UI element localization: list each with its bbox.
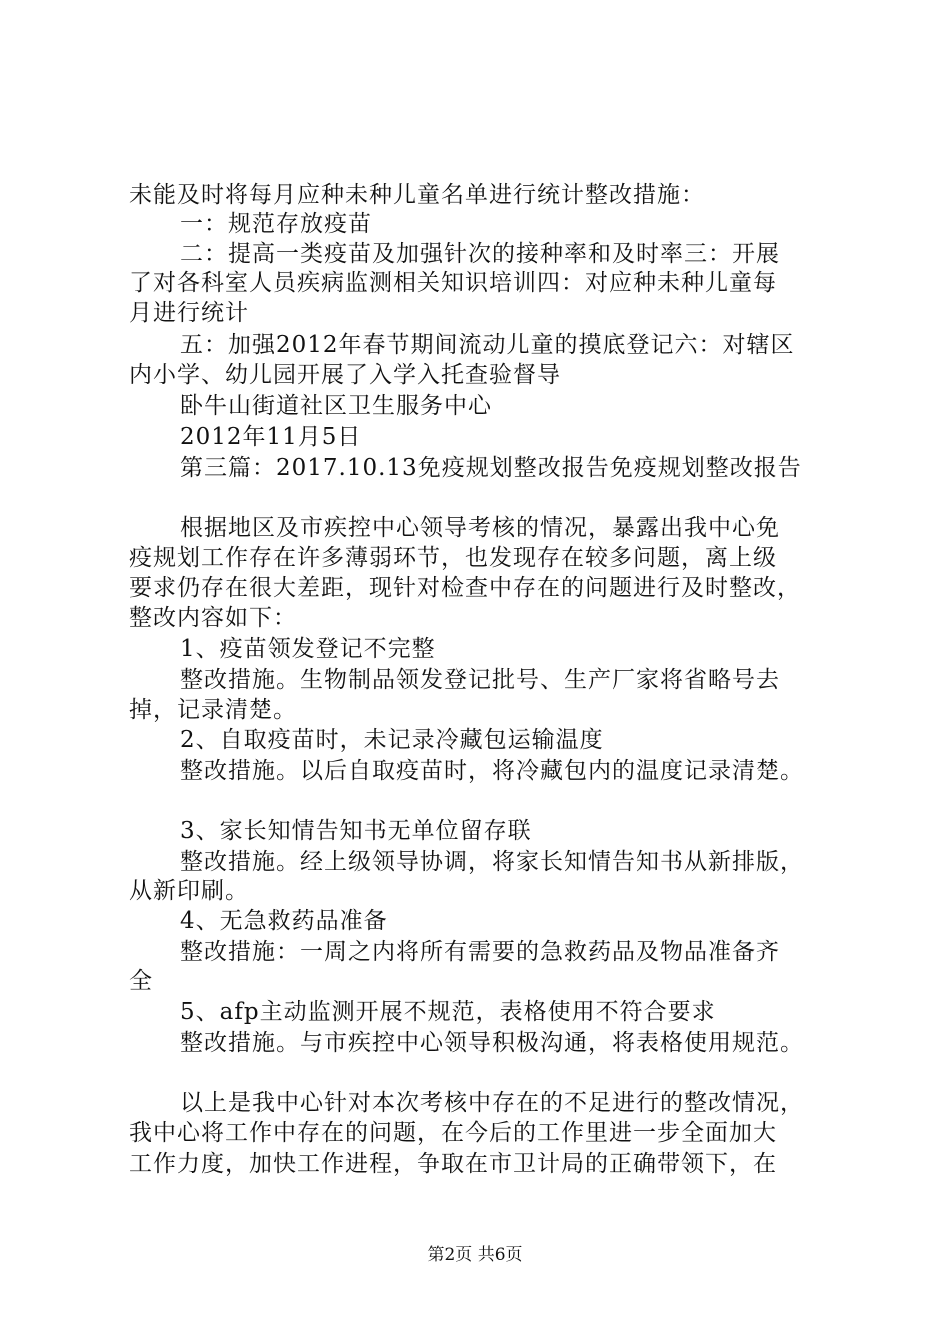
page-number-footer: 第2页 共6页 <box>427 1245 523 1265</box>
body-text-line: 全 <box>129 968 153 994</box>
body-text-line: 要求仍存在很大差距，现针对检查中存在的问题进行及时整改， <box>129 575 801 601</box>
body-text-line: 整改措施。与市疾控中心领导积极沟通，将表格使用规范。 <box>180 1030 804 1056</box>
issue-item: 2、自取疫苗时，未记录冷藏包运输温度 <box>180 727 604 753</box>
body-text-line: 了对各科室人员疾病监测相关知识培训四：对应种未种儿童每 <box>129 270 777 296</box>
document-date: 2012年11月5日 <box>180 424 362 450</box>
body-text-line: 二：提高一类疫苗及加强针次的接种率和及时率三：开展 <box>180 241 780 267</box>
issue-item: 5、afp主动监测开展不规范，表格使用不符合要求 <box>180 999 716 1025</box>
body-text-line: 内小学、幼儿园开展了入学入托查验督导 <box>129 362 561 388</box>
body-text-line: 整改措施。经上级领导协调，将家长知情告知书从新排版， <box>180 849 804 875</box>
body-text-line: 整改措施。生物制品领发登记批号、生产厂家将省略号去 <box>180 667 780 693</box>
body-text-line: 我中心将工作中存在的问题，在今后的工作里进一步全面加大 <box>129 1120 777 1146</box>
body-text-line: 疫规划工作存在许多薄弱环节，也发现存在较多问题，离上级 <box>129 545 777 571</box>
issue-item: 4、无急救药品准备 <box>180 908 388 934</box>
body-text-line: 根据地区及市疾控中心领导考核的情况，暴露出我中心免 <box>180 515 780 541</box>
body-text-line: 以上是我中心针对本次考核中存在的不足进行的整改情况， <box>180 1090 804 1116</box>
body-text-line: 月进行统计 <box>129 300 249 326</box>
body-text-line: 整改措施。以后自取疫苗时，将冷藏包内的温度记录清楚。 <box>180 758 804 784</box>
body-text-line: 从新印刷。 <box>129 878 249 904</box>
body-text-line: 五：加强2012年春节期间流动儿童的摸底登记六：对辖区 <box>180 332 795 358</box>
body-text-line: 掉，记录清楚。 <box>129 697 297 723</box>
issue-item: 1、疫苗领发登记不完整 <box>180 636 436 662</box>
body-text-line: 工作力度，加快工作进程，争取在市卫计局的正确带领下，在 <box>129 1151 777 1177</box>
organization-name: 卧牛山街道社区卫生服务中心 <box>180 393 492 419</box>
body-text-line: 一：规范存放疫苗 <box>180 211 372 237</box>
body-text-line: 整改措施：一周之内将所有需要的急救药品及物品准备齐 <box>180 939 780 965</box>
section-heading: 第三篇：2017.10.13免疫规划整改报告免疫规划整改报告 <box>180 455 802 481</box>
body-text-line: 整改内容如下： <box>129 605 297 631</box>
body-text-line: 未能及时将每月应种未种儿童名单进行统计整改措施： <box>129 182 705 208</box>
issue-item: 3、家长知情告知书无单位留存联 <box>180 818 532 844</box>
